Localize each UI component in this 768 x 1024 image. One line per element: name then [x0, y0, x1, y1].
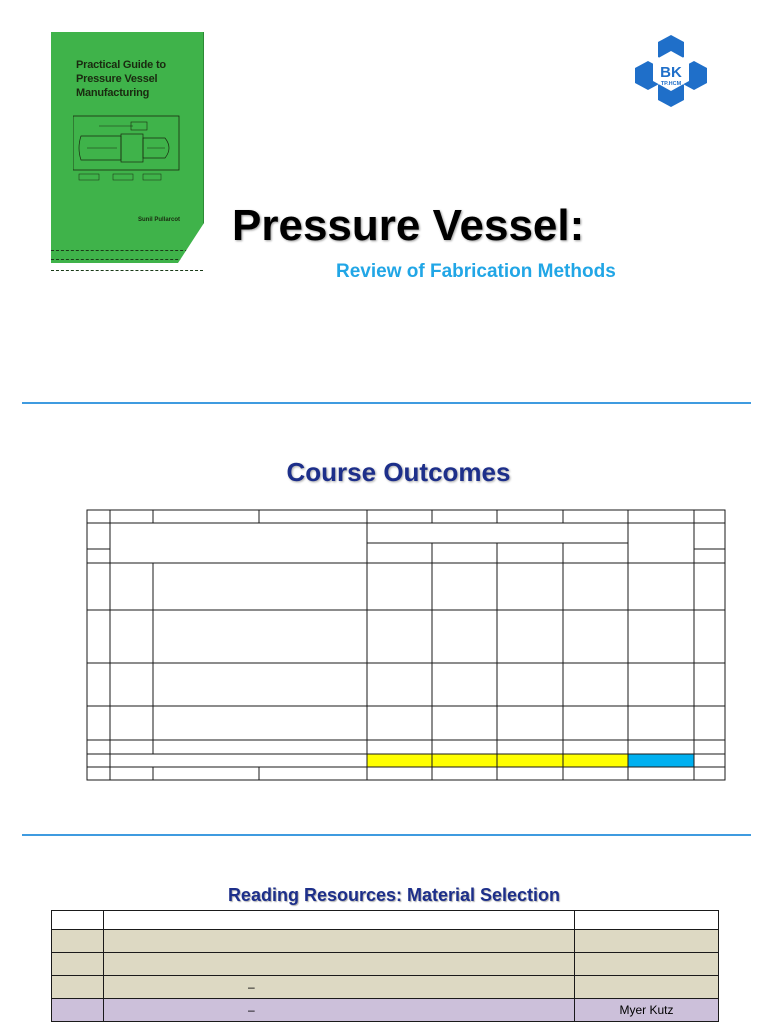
table-row — [52, 976, 719, 999]
table-cell — [104, 911, 575, 930]
reading-resources-table — [51, 910, 719, 1022]
author-cell: Myer Kutz — [575, 999, 719, 1022]
table-cell — [52, 911, 104, 930]
reading-resources-title: Reading Resources: Material Selection — [227, 885, 561, 905]
table-cell — [575, 976, 719, 999]
book-author: Sunil Pullarcot — [138, 217, 181, 223]
table-cell — [52, 999, 104, 1022]
table-row — [52, 999, 719, 1022]
dash-text: – — [248, 1003, 255, 1017]
logo-text: BK — [660, 64, 682, 81]
table-cell — [52, 976, 104, 999]
page-title: Pressure Vessel: — [232, 201, 585, 250]
table-cell — [104, 930, 575, 953]
book-title: Practical Guide to Pressure Vessel Manufacturing — [76, 59, 166, 99]
table-cell — [104, 953, 575, 976]
highlight-cell — [628, 754, 694, 767]
table-cell — [104, 976, 575, 999]
table-cell — [104, 999, 575, 1022]
table-grid — [87, 510, 725, 780]
table-row — [52, 930, 719, 953]
slide-separator — [22, 834, 751, 836]
table-cell — [575, 953, 719, 976]
table-cell — [575, 911, 719, 930]
page-subtitle: Review of Fabrication Methods — [336, 261, 616, 282]
table-cell — [575, 930, 719, 953]
logo-subtext: TP.HCM — [660, 81, 682, 87]
dash-text: – — [248, 980, 255, 994]
course-outcomes-title: Course Outcomes — [286, 457, 511, 487]
table-cell — [52, 953, 104, 976]
table-cell — [52, 930, 104, 953]
table-row — [52, 911, 719, 930]
table-row — [52, 953, 719, 976]
